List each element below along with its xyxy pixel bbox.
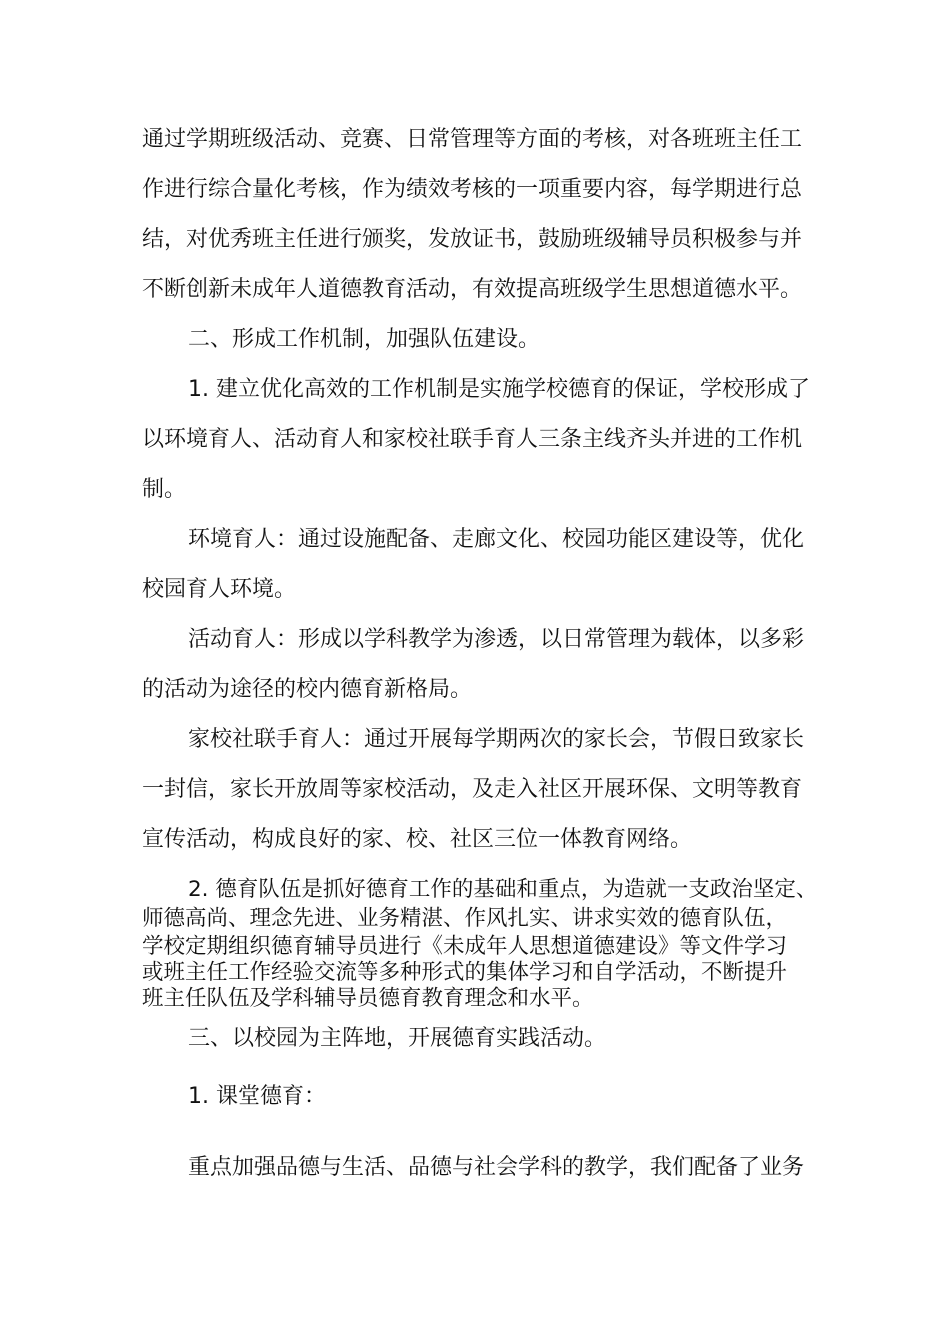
text-line: 宣传活动，构成良好的家、校、社区三位一体教育网络。 (142, 827, 693, 852)
text-line: 学校定期组织德育辅导员进行《未成年人思想道德建设》等文件学习 (142, 934, 788, 959)
text-line: 1. 建立优化高效的工作机制是实施学校德育的保证，学校形成了 (188, 377, 810, 402)
text-line: 或班主任工作经验交流等多种形式的集体学习和自学活动，不断提升 (142, 960, 788, 985)
text-line: 以环境育人、活动育人和家校社联手育人三条主线齐头并进的工作机 (142, 427, 803, 452)
text-line: 班主任队伍及学科辅导员德育教育理念和水平。 (142, 986, 594, 1011)
text-line: 一封信，家长开放周等家校活动，及走入社区开展环保、文明等教育 (142, 777, 803, 802)
text-line: 2. 德育队伍是抓好德育工作的基础和重点，为造就一支政治坚定、 (188, 877, 818, 902)
text-line: 活动育人：形成以学科教学为渗透，以日常管理为载体，以多彩 (188, 627, 805, 652)
text-line: 的活动为途径的校内德育新格局。 (142, 677, 473, 702)
text-line: 环境育人：通过设施配备、走廊文化、校园功能区建设等，优化 (188, 527, 805, 552)
text-line: 作进行综合量化考核，作为绩效考核的一项重要内容，每学期进行总 (142, 177, 803, 202)
text-line: 重点加强品德与生活、品德与社会学科的教学，我们配备了业务 (188, 1155, 805, 1180)
text-line: 家校社联手育人：通过开展每学期两次的家长会，节假日致家长 (188, 727, 805, 752)
text-line: 不断创新未成年人道德教育活动，有效提高班级学生思想道德水平。 (142, 277, 803, 302)
subsection-heading: 1. 课堂德育： (188, 1084, 326, 1109)
text-line: 师德高尚、理念先进、业务精湛、作风扎实、讲求实效的德育队伍， (142, 906, 788, 931)
text-line: 通过学期班级活动、竞赛、日常管理等方面的考核，对各班班主任工 (142, 127, 803, 152)
section-heading: 二、形成工作机制，加强队伍建设。 (188, 327, 541, 352)
text-line: 结，对优秀班主任进行颁奖，发放证书，鼓励班级辅导员积极参与并 (142, 227, 803, 252)
section-heading: 三、以校园为主阵地，开展德育实践活动。 (188, 1026, 607, 1051)
text-line: 制。 (142, 477, 187, 502)
text-line: 校园育人环境。 (142, 577, 297, 602)
